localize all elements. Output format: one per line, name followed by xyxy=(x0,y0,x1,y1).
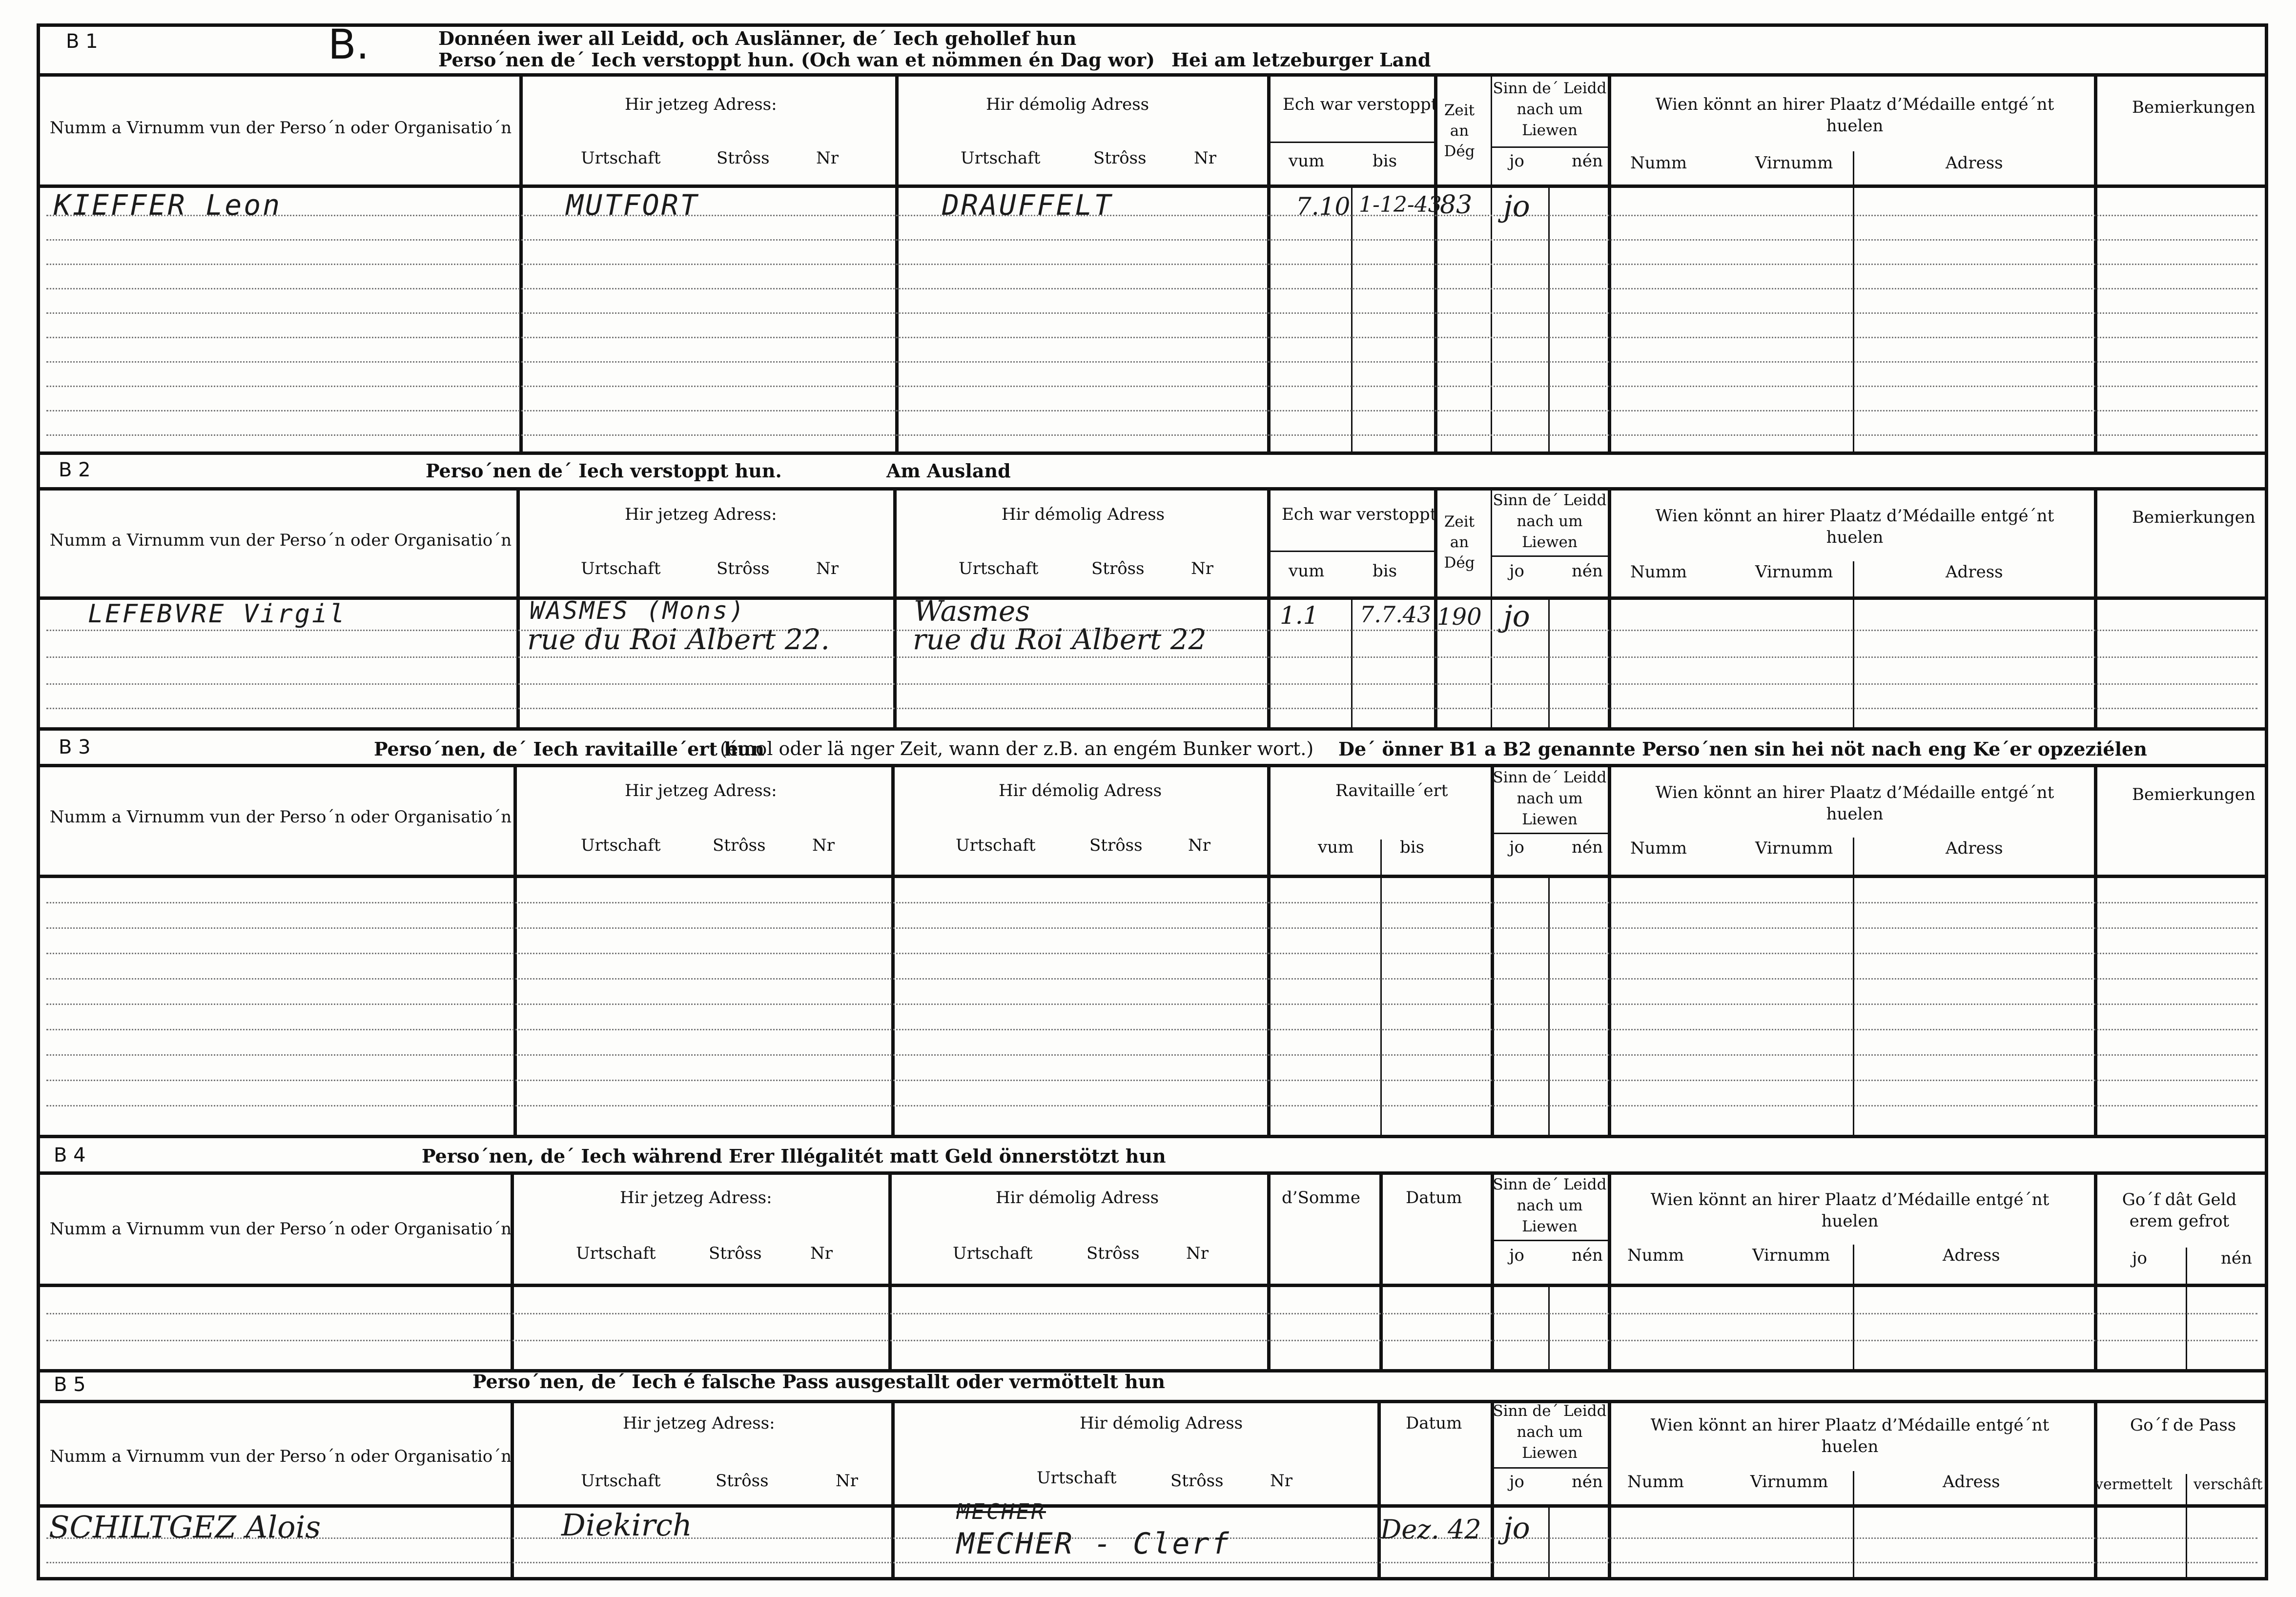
b2-col-name: Numm a Virnumm vun der Perso´n oder Organisatio´n xyxy=(49,531,512,550)
b5-sub-surname: Numm xyxy=(1627,1472,1684,1492)
b5-sub-no: nén xyxy=(1572,1472,1603,1492)
b2-entry-alive: jo xyxy=(1503,599,1530,634)
b5-col-current: Hir jetzeg Adress: xyxy=(623,1413,775,1433)
b2-sub-town: Urtschaft xyxy=(581,559,661,578)
b5-entry-former-struck: MECHER xyxy=(957,1499,1046,1524)
b2-sub-yes: jo xyxy=(1509,561,1525,581)
b1-sub-to: bis xyxy=(1373,151,1397,171)
b4-sub-yes: jo xyxy=(1509,1246,1525,1265)
b4-former-street: Strôss xyxy=(1086,1244,1140,1263)
b3-former-nr: Nr xyxy=(1188,836,1211,855)
b1-sub-street: Strôss xyxy=(717,148,770,168)
b1-entry-days: 83 xyxy=(1440,190,1473,220)
b1-former-nr: Nr xyxy=(1194,148,1217,168)
b5-former-town: Urtschaft xyxy=(1037,1468,1117,1488)
b3-col-name: Numm a Virnumm vun der Perso´n oder Organisatio´n xyxy=(49,807,512,827)
b3-title-mid: (émol oder lä nger Zeit, wann der z.B. an engém Bunker wort.) xyxy=(720,738,1314,759)
b3-col-current: Hir jetzeg Adress: xyxy=(625,781,777,800)
b2-entry-from: 1.1 xyxy=(1280,601,1319,630)
b2-entry-former-street: rue du Roi Albert 22 xyxy=(913,623,1207,656)
b4-col-sum: d’Somme xyxy=(1282,1188,1360,1208)
b1-entry-former-town: DRAUFFELT xyxy=(942,188,1113,222)
b4-sub-street: Strôss xyxy=(709,1244,762,1263)
b2-title-end: Am Ausland xyxy=(886,460,1011,482)
b3-sub-from: vum xyxy=(1318,838,1354,857)
b2-sub-firstname: Virnumm xyxy=(1755,562,1833,582)
b1-col-alive: Sinn de´ Leidd nach um Liewen xyxy=(1493,80,1607,139)
b3-sub-street: Strôss xyxy=(713,836,766,855)
b4-sub-town: Urtschaft xyxy=(576,1244,656,1263)
b4-sub-money-no: nén xyxy=(2221,1249,2252,1268)
b2-entry-current-town: WASMES (Mons) xyxy=(530,596,746,625)
b5-sub-obtained: verschâft xyxy=(2194,1476,2263,1493)
b5-sub-street: Strôss xyxy=(716,1471,769,1491)
b4-title: Perso´nen, de´ Iech während Erer Illégalitét matt Geld önnerstötzt hun xyxy=(422,1145,1166,1167)
b1-sub-address: Adress xyxy=(1946,153,2003,173)
b1-sub-town: Urtschaft xyxy=(581,148,661,168)
section-b4-code: B 4 xyxy=(54,1144,86,1167)
b2-title: Perso´nen de´ Iech verstoppt hun. xyxy=(426,460,782,482)
b3-former-town: Urtschaft xyxy=(956,836,1036,855)
b1-sub-nr: Nr xyxy=(816,148,839,168)
b1-title-line2: Perso´nen de´ Iech verstoppt hun. (Och wan et nömmen én Dag wor) xyxy=(438,49,1155,71)
b1-former-town: Urtschaft xyxy=(961,148,1041,168)
b2-sub-street: Strôss xyxy=(717,559,770,578)
b5-title: Perso´nen, de´ Iech é falsche Pass ausgestallt oder vermöttelt hun xyxy=(472,1371,1166,1392)
section-letter: B. xyxy=(328,20,369,68)
b3-sub-firstname: Virnumm xyxy=(1755,839,1833,858)
b2-sub-from: vum xyxy=(1289,561,1325,581)
b1-sub-firstname: Virnumm xyxy=(1755,153,1833,173)
b5-sub-town: Urtschaft xyxy=(581,1471,661,1491)
b2-sub-no: nén xyxy=(1572,561,1603,581)
b3-col-remarks: Bemierkungen xyxy=(2132,785,2255,804)
b5-sub-yes: jo xyxy=(1509,1472,1525,1492)
b5-entry-current-town: Diekirch xyxy=(561,1507,692,1543)
b3-col-medal: Wien könnt an hirer Plaatz d’Médaille entgé´nt huelen xyxy=(1655,783,2054,824)
b1-sub-yes: jo xyxy=(1509,151,1525,171)
b3-sub-town: Urtschaft xyxy=(581,836,661,855)
section-b3-code: B 3 xyxy=(59,736,91,758)
b1-sub-no: nén xyxy=(1572,151,1603,171)
b1-entry-name: KIEFFER Leon xyxy=(54,188,282,222)
b2-sub-surname: Numm xyxy=(1630,562,1687,582)
b2-entry-former-town: Wasmes xyxy=(914,594,1030,628)
b2-entry-to: 7.7.43 xyxy=(1360,601,1432,628)
b3-col-former: Hir démolig Adress xyxy=(999,781,1162,800)
b3-sub-yes: jo xyxy=(1509,838,1525,857)
b1-sub-surname: Numm xyxy=(1630,153,1687,173)
b4-col-money: Go´f dât Geld erem gefrot xyxy=(2122,1190,2237,1231)
b2-col-former: Hir démolig Adress xyxy=(1002,505,1165,524)
b3-sub-surname: Numm xyxy=(1630,839,1687,858)
b2-sub-address: Adress xyxy=(1946,562,2003,582)
b1-entry-alive: jo xyxy=(1503,189,1530,224)
b4-col-alive: Sinn de´ Leidd nach um Liewen xyxy=(1493,1176,1607,1235)
b5-entry-former-town: MECHER - Clerf xyxy=(957,1527,1231,1561)
b5-col-former: Hir démolig Adress xyxy=(1080,1413,1243,1433)
b2-col-alive: Sinn de´ Leidd nach um Liewen xyxy=(1493,491,1607,551)
b1-sub-from: vum xyxy=(1289,151,1325,171)
b5-col-name: Numm a Virnumm vun der Perso´n oder Organisatio´n xyxy=(49,1447,512,1466)
b1-title-line1: Donnéen iwer all Leidd, och Auslänner, de´ Iech gehollef hun xyxy=(438,27,1077,49)
b1-col-hidden: Ech war verstoppt xyxy=(1283,95,1438,114)
b2-former-street: Strôss xyxy=(1091,559,1145,578)
b1-col-remarks: Bemierkungen xyxy=(2132,98,2255,117)
b1-entry-current-town: MUTFORT xyxy=(566,188,699,222)
b4-sub-firstname: Virnumm xyxy=(1752,1246,1830,1265)
section-b5-code: B 5 xyxy=(54,1373,86,1396)
b5-sub-issued: vermettelt xyxy=(2095,1476,2173,1493)
b2-col-hidden: Ech war verstoppt xyxy=(1282,505,1437,524)
b3-col-alive: Sinn de´ Leidd nach um Liewen xyxy=(1493,769,1607,828)
b5-former-street: Strôss xyxy=(1170,1471,1224,1491)
b1-entry-from: 7.10 xyxy=(1296,192,1351,221)
b2-sub-to: bis xyxy=(1373,561,1397,581)
b2-entry-current-street: rue du Roi Albert 22. xyxy=(527,623,830,656)
b1-col-medal: Wien könnt an hirer Plaatz d’Médaille entgé´nt huelen xyxy=(1655,95,2054,136)
b5-col-alive: Sinn de´ Leidd nach um Liewen xyxy=(1493,1402,1607,1462)
b2-col-medal: Wien könnt an hirer Plaatz d’Médaille entgé´nt huelen xyxy=(1655,506,2054,547)
b5-entry-alive: jo xyxy=(1503,1511,1530,1545)
b3-sub-address: Adress xyxy=(1946,839,2003,858)
b2-sub-nr: Nr xyxy=(816,559,839,578)
b5-sub-address: Adress xyxy=(1943,1472,2000,1492)
b3-former-street: Strôss xyxy=(1089,836,1143,855)
b2-entry-name: LEFEBVRE Virgil xyxy=(88,599,347,629)
b1-col-former: Hir démolig Adress xyxy=(986,95,1149,114)
b4-col-date: Datum xyxy=(1406,1188,1462,1208)
section-b1-code: B 1 xyxy=(66,30,98,53)
b5-col-date: Datum xyxy=(1406,1413,1462,1433)
b2-col-remarks: Bemierkungen xyxy=(2132,508,2255,527)
b4-sub-nr: Nr xyxy=(810,1244,833,1263)
b3-sub-nr: Nr xyxy=(812,836,835,855)
b3-sub-no: nén xyxy=(1572,838,1603,857)
b1-title-line2-end: Hei am letzeburger Land xyxy=(1171,49,1431,71)
section-b2-code: B 2 xyxy=(59,459,91,481)
b1-former-street: Strôss xyxy=(1093,148,1147,168)
b4-former-town: Urtschaft xyxy=(953,1244,1033,1263)
b5-sub-firstname: Virnumm xyxy=(1750,1472,1828,1492)
b4-sub-money-yes: jo xyxy=(2132,1249,2148,1268)
b3-sub-to: bis xyxy=(1400,838,1425,857)
b4-former-nr: Nr xyxy=(1186,1244,1209,1263)
b2-entry-days: 190 xyxy=(1437,603,1482,631)
b1-col-current: Hir jetzeg Adress: xyxy=(625,95,777,114)
b4-col-name: Numm a Virnumm vun der Perso´n oder Organisatio´n xyxy=(49,1219,512,1239)
b4-col-medal: Wien könnt an hirer Plaatz d’Médaille entgé´nt huelen xyxy=(1650,1190,2050,1231)
b4-sub-address: Adress xyxy=(1943,1246,2000,1265)
b5-entry-name: SCHILTGEZ Alois xyxy=(49,1509,321,1545)
b2-former-nr: Nr xyxy=(1191,559,1214,578)
b3-title-end: De´ önner B1 a B2 genannte Perso´nen sin hei nöt nach eng Ke´er opzeziélen xyxy=(1338,738,2147,760)
b1-entry-to: 1-12-43 xyxy=(1359,192,1442,217)
b5-col-medal: Wien könnt an hirer Plaatz d’Médaille entgé´nt huelen xyxy=(1650,1415,2050,1456)
b3-col-supplied: Ravitaille´ert xyxy=(1335,781,1448,800)
b4-sub-surname: Numm xyxy=(1627,1246,1684,1265)
b5-entry-date: Dez. 42 xyxy=(1380,1514,1481,1545)
b5-col-pass: Go´f de Pass xyxy=(2130,1415,2236,1435)
b1-col-time: Zeit an Dég xyxy=(1444,102,1475,160)
b2-col-current: Hir jetzeg Adress: xyxy=(625,505,777,524)
b4-col-former: Hir démolig Adress xyxy=(996,1188,1159,1208)
b4-sub-no: nén xyxy=(1572,1246,1603,1265)
b4-col-current: Hir jetzeg Adress: xyxy=(620,1188,772,1208)
b5-former-nr: Nr xyxy=(1270,1471,1293,1491)
b2-former-town: Urtschaft xyxy=(959,559,1039,578)
b5-sub-nr: Nr xyxy=(836,1471,859,1491)
b2-col-time: Zeit an Dég xyxy=(1444,513,1475,572)
b3-title: Perso´nen, de´ Iech ravitaille´ert hun xyxy=(374,738,764,760)
b1-col-name: Numm a Virnumm vun der Perso´n oder Organisatio´n xyxy=(49,118,512,138)
